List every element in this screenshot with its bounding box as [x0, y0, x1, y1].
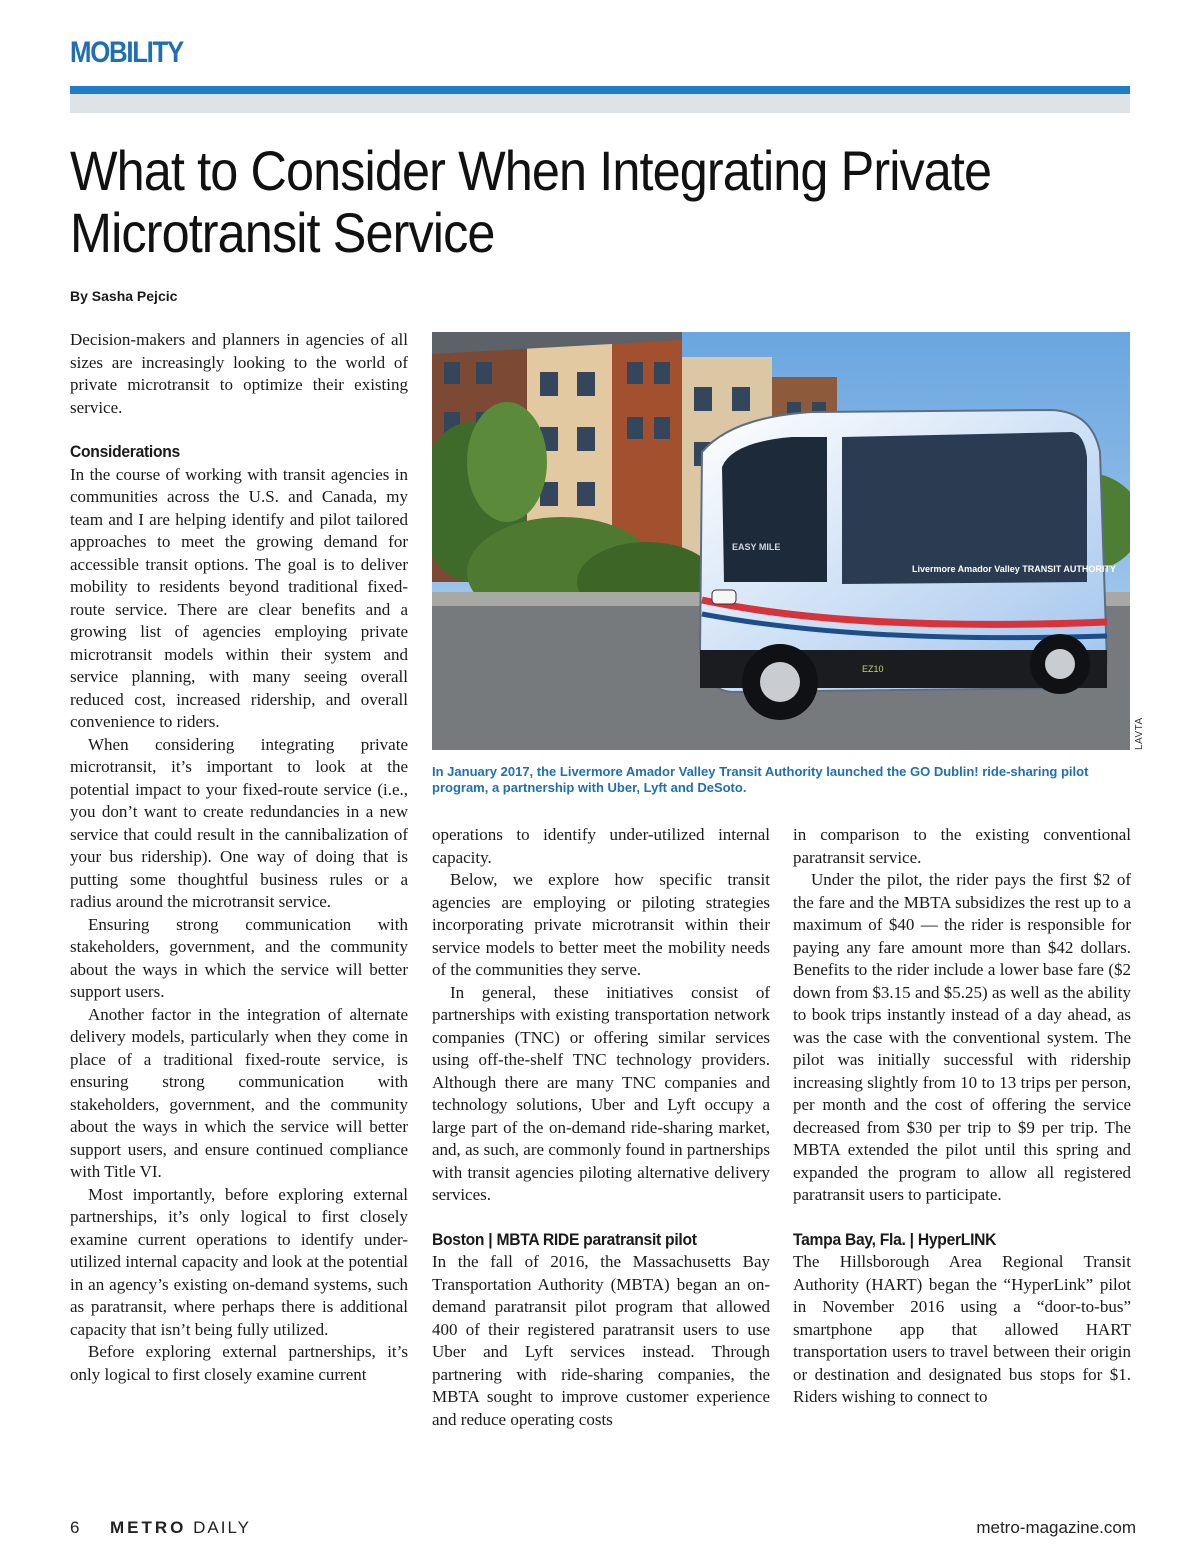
- paragraph: In the fall of 2016, the Massachusetts Bay Transportation Authority (MBTA) began an on-demand paratransit pilot program that allowed 400 of their registered paratransit users to use Uber and Lyft services instead. Through partnering with ride-sharing companies, the MBTA sought to improve customer experience and reduce operating costs: [432, 1252, 770, 1429]
- paragraph: The Hillsborough Area Regional Transit Authority (HART) began the “HyperLink” pilot in November 2016 using a “door-to-bus” smartphone app that allowed HART transportation users to travel between their origin or destination and designated bus stops for $1. Riders wishing to connect to: [793, 1252, 1131, 1406]
- photo-caption: In January 2017, the Livermore Amador Valley Transit Authority launched the GO Dublin! ride-sharing pilot program, a partnership with Uber, Lyft and DeSoto.: [432, 764, 1089, 795]
- page-number: 6: [70, 1518, 80, 1537]
- photo-credit: LAVTA: [1134, 717, 1145, 750]
- paragraph: Most importantly, before exploring external partnerships, it’s only logical to first closely examine current operations to identify under-utilized internal capacity and look at the potential in an agency’s existing on-demand systems, such as paratransit, where perhaps there is additional capacity that isn’t being fully utilized.: [70, 1184, 408, 1339]
- brand-light: DAILY: [193, 1518, 251, 1537]
- paragraph: Below, we explore how specific transit agencies are employing or piloting strategies incorporating private microtransit within their service models to better meet the mobility needs of the communities they serve.: [432, 870, 770, 979]
- paragraph: Decision-makers and planners in agencies of all sizes are increasingly looking to the world of private microtransit to optimize their existing service.: [70, 330, 408, 417]
- shuttle-model-text: EZ10: [862, 664, 884, 674]
- text-column-3: [793, 824, 1131, 1409]
- subhead-tampa: Tampa Bay, Fla. | HyperLINK: [793, 1229, 997, 1249]
- byline: By Sasha Pejcic: [70, 288, 178, 304]
- section-label: MOBILITY: [70, 36, 183, 69]
- paragraph: Ensuring strong communication with stakeholders, government, and the community about the ways in which the service will better support users.: [70, 914, 408, 1001]
- paragraph: operations to identify under-utilized internal capacity.: [432, 825, 770, 867]
- brand-bold: METRO: [110, 1518, 187, 1537]
- header-rule-gray: [70, 94, 1130, 113]
- paragraph: In general, these initiatives consist of partnerships with existing transportation network companies (TNC) or offering similar services using off-the-shelf TNC technology providers. Although there are many TNC companies and technology solutions, Uber and Lyft occupy a large part of the on-demand ride-sharing market, and, as such, are commonly found in partnerships with transit agencies piloting alternative delivery services.: [432, 982, 770, 1204]
- text-column-2: [432, 824, 770, 1431]
- text-column-1: [70, 329, 408, 1386]
- shuttle-brand-text: EASY MILE: [732, 542, 781, 552]
- page-footer: [70, 1516, 1136, 1540]
- article-photo: [432, 332, 1130, 750]
- paragraph: Another factor in the integration of alternate delivery models, particularly when they come in place of a traditional fixed-route service, is ensuring strong communication with stakeholders, government, and the community about the ways in which the service will better support users, and ensure continued compliance with Title VI.: [70, 1004, 408, 1181]
- publication-brand: [110, 1518, 251, 1538]
- paragraph: in comparison to the existing conventional paratransit service.: [793, 825, 1131, 867]
- subhead-boston: Boston | MBTA RIDE paratransit pilot: [432, 1229, 697, 1249]
- paragraph: Under the pilot, the rider pays the first $2 of the fare and the MBTA subsidizes the rest up to a maximum of $40 — the rider is responsible for paying any fare amount more than $42 dollars. Benefits to the rider include a lower base fare ($2 down from $3.15 and $5.25) as well as the ability to book trips instantly instead of a day ahead, as was the case with the conventional system. The pilot was initially successful with ridership increasing slightly from 10 to 13 trips per person, per month and the cost of offering the service decreased from $30 per trip to $9 per trip. The MBTA extended the pilot until this spring and expanded the program to allow all registered paratransit users to participate.: [793, 870, 1131, 1204]
- article-headline: What to Consider When Integrating Private Microtransit Service: [70, 139, 992, 264]
- subhead-considerations: Considerations: [70, 442, 180, 461]
- paragraph: In the course of working with transit agencies in communities across the U.S. and Canada, my team and I are helping identify and pilot tailored approaches to meet the growing demand for accessible transit options. The goal is to deliver mobility to residents beyond traditional fixed-route service. There are clear benefits and a growing list of agencies employing private microtransit models within their system and service planning, with many seeing overall reduced cost, increased ridership, and overall convenience to riders.: [70, 464, 408, 731]
- paragraph: When considering integrating private microtransit, it’s important to look at the potential impact to your fixed-route service (i.e., you don’t want to create redundancies in a new service that could result in the cannibalization of your bus ridership). One way of doing that is putting some thoughtful business rules or a radius around the microtransit service.: [70, 734, 408, 911]
- header-rule-blue: [70, 86, 1130, 94]
- shuttle-photo-illustration: [432, 332, 1130, 750]
- website-url: metro-magazine.com: [976, 1518, 1136, 1537]
- shuttle-branding-text: Livermore Amador Valley TRANSIT AUTHORITY: [912, 564, 1116, 574]
- paragraph: Before exploring external partnerships, it’s only logical to first closely examine current: [70, 1342, 408, 1384]
